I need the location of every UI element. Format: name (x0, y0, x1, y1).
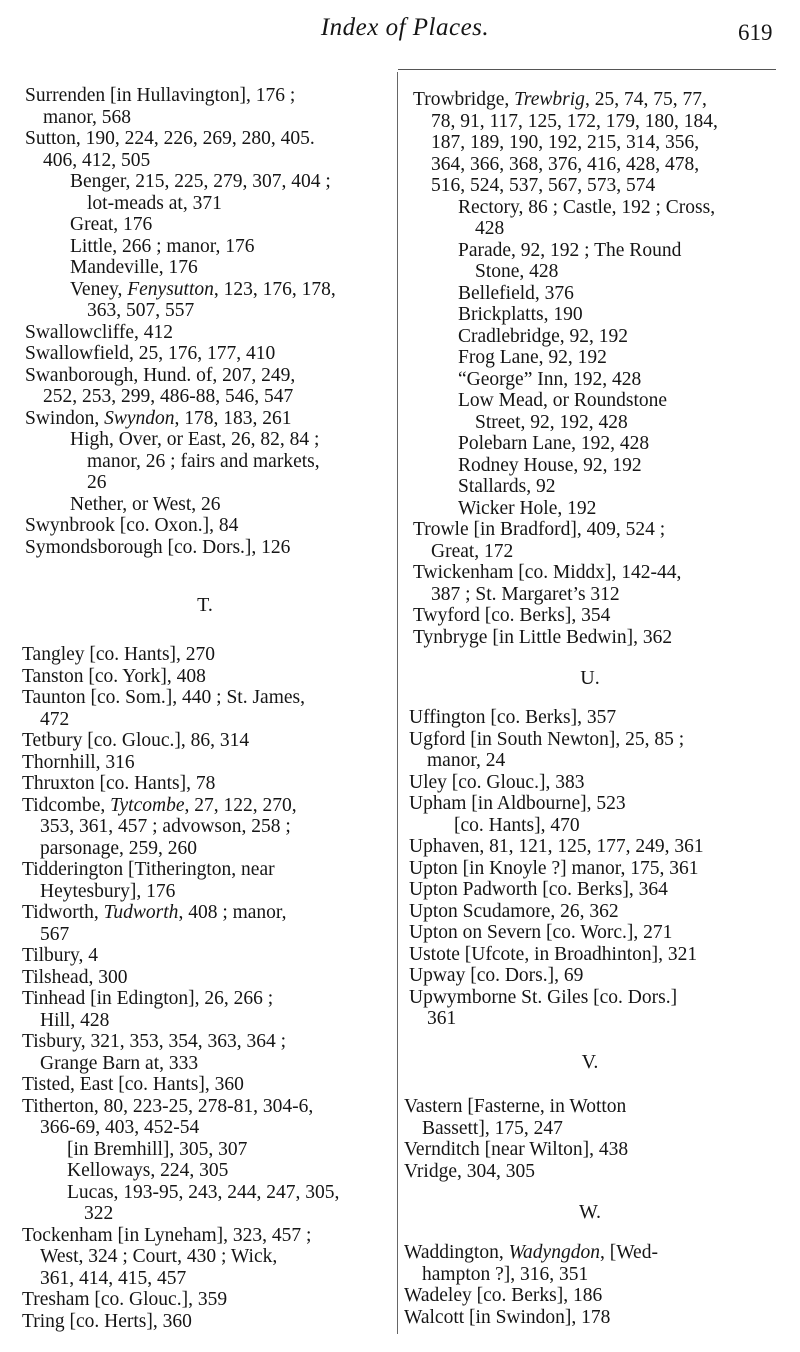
index-block-w (404, 1242, 769, 1328)
index-entry-continuation (22, 816, 387, 838)
entry-text: Vridge, 304, 305 (404, 1160, 535, 1182)
entry-text: Great, 176 (70, 214, 153, 235)
entry-text: Upway [co. Dors.], 69 (409, 965, 584, 986)
index-subentry (25, 279, 390, 301)
entry-text: Upham [in Aldbourne], 523 (409, 793, 626, 814)
entry-text: Tilbury, 4 (22, 945, 99, 966)
entry-text: Tisbury, 321, 353, 354, 363, 364 ; (22, 1031, 287, 1052)
index-entry-continuation (25, 451, 390, 473)
entry-text: Tidcombe, (22, 794, 111, 816)
entry-text: Uffington [co. Berks], 357 (409, 707, 617, 728)
index-entry-continuation (413, 261, 778, 283)
entry-text: Kelloways, 224, 305 (67, 1160, 229, 1181)
index-subentry (25, 236, 390, 258)
index-entry-continuation (22, 924, 387, 946)
entry-text: , 25, 74, 75, 77, (584, 89, 707, 110)
entry-text: Swindon, (25, 407, 105, 429)
index-entry (409, 729, 774, 751)
entry-text: 364, 366, 368, 376, 416, 428, 478, (431, 153, 700, 175)
index-entry (413, 89, 778, 111)
entry-text: 428 (475, 218, 505, 239)
index-subentry (25, 257, 390, 279)
entry-text: Stallards, 92 (458, 476, 556, 497)
index-entry (25, 85, 390, 107)
index-entry (25, 515, 390, 537)
index-entry-continuation (22, 1246, 387, 1268)
entry-text: manor, 568 (43, 106, 132, 128)
index-entry (22, 687, 387, 709)
index-entry-continuation (413, 584, 778, 606)
entry-text: 78, 91, 117, 125, 172, 179, 180, 184, (431, 110, 718, 132)
index-subentry (22, 1160, 387, 1182)
index-entry-continuation (25, 472, 390, 494)
entry-text: 252, 253, 299, 486-88, 546, 547 (43, 386, 294, 407)
entry-text: Trowle [in Bradford], 409, 524 ; (413, 519, 666, 540)
variant-spelling: Wadyngdon (508, 1242, 600, 1263)
index-entry-continuation (22, 881, 387, 903)
entry-text: , 123, 176, 178, (213, 278, 336, 300)
index-entry-continuation (25, 193, 390, 215)
index-entry (404, 1096, 769, 1118)
entry-text: Heytesbury], 176 (40, 880, 176, 902)
entry-text: Swallowcliffe, 412 (25, 321, 174, 343)
entry-text: Vastern [Fasterne, in Wotton (404, 1096, 627, 1117)
index-subentry (413, 283, 778, 305)
index-entry-continuation (413, 541, 778, 563)
entry-text: Tangley [co. Hants], 270 (22, 644, 216, 665)
entry-text: Bassett], 175, 247 (422, 1117, 563, 1139)
index-entry (413, 519, 778, 541)
entry-text: Twyford [co. Berks], 354 (413, 605, 611, 626)
entry-text: 361 (427, 1008, 457, 1029)
index-entry-continuation (409, 1008, 774, 1030)
index-entry (22, 1289, 387, 1311)
index-subentry (413, 390, 778, 412)
entry-text: Veney, (70, 278, 128, 300)
index-block-s (25, 85, 390, 558)
index-subentry (413, 347, 778, 369)
entry-text: Mandeville, 176 (70, 257, 198, 278)
entry-text: 472 (40, 708, 70, 730)
entry-text: 353, 361, 457 ; advowson, 258 ; (40, 816, 291, 837)
entry-text: Walcott [in Swindon], 178 (404, 1306, 611, 1328)
index-entry (409, 944, 774, 966)
index-entry-continuation (22, 1053, 387, 1075)
index-entry-continuation (413, 154, 778, 176)
index-entry-continuation (413, 175, 778, 197)
entry-text: Upton Scudamore, 26, 362 (409, 900, 619, 922)
entry-text: , [Wed- (599, 1242, 658, 1263)
index-entry (25, 537, 390, 559)
entry-text: 187, 189, 190, 192, 215, 314, 356, (431, 132, 700, 153)
index-entry (22, 666, 387, 688)
entry-text: [in Bremhill], 305, 307 (67, 1138, 248, 1160)
index-entry (22, 1096, 387, 1118)
index-entry (404, 1285, 769, 1307)
index-entry (404, 1307, 769, 1329)
entry-text: hampton ?], 316, 351 (422, 1263, 589, 1285)
entry-text: lot-meads at, 371 (87, 192, 222, 214)
column-divider (397, 72, 398, 1334)
entry-text: Surrenden [in Hullavington], 176 ; (25, 85, 296, 106)
index-entry (404, 1139, 769, 1161)
variant-spelling: Fenysutton (127, 278, 214, 300)
entry-text: Swynbrook [co. Oxon.], 84 (25, 515, 239, 536)
variant-spelling: Tytcombe (110, 794, 185, 816)
entry-text: Tidderington [Titherington, near (22, 859, 275, 880)
section-letter-t: T. (197, 594, 213, 616)
index-subentry (413, 304, 778, 326)
entry-text: West, 324 ; Court, 430 ; Wick, (40, 1246, 278, 1267)
section-letter-w: W. (578, 1201, 602, 1223)
index-entry-continuation (25, 107, 390, 129)
entry-text: Street, 92, 192, 428 (475, 411, 628, 433)
variant-spelling: Trewbrig (514, 89, 585, 110)
entry-text: Tockenham [in Lyneham], 323, 457 ; (22, 1224, 312, 1246)
index-entry-continuation (25, 300, 390, 322)
entry-text: 361, 414, 415, 457 (40, 1267, 187, 1289)
index-entry-continuation (25, 150, 390, 172)
entry-text: Frog Lane, 92, 192 (458, 347, 607, 368)
entry-text: 567 (40, 923, 70, 945)
index-subentry (413, 433, 778, 455)
entry-text: Uphaven, 81, 121, 125, 177, 249, 361 (409, 836, 704, 857)
index-entry (22, 795, 387, 817)
index-entry (22, 967, 387, 989)
entry-text: Taunton [co. Som.], 440 ; St. James, (22, 687, 305, 708)
entry-text: Stone, 428 (475, 261, 559, 282)
index-entry-continuation (404, 1118, 769, 1140)
index-entry (409, 707, 774, 729)
entry-text: Tisted, East [co. Hants], 360 (22, 1074, 244, 1095)
index-entry (409, 879, 774, 901)
entry-text: Swanborough, Hund. of, 207, 249, (25, 364, 296, 386)
entry-text: Lucas, 193-95, 243, 244, 247, 305, (67, 1181, 340, 1203)
entry-text: Tynbryge [in Little Bedwin], 362 (413, 626, 673, 648)
entry-text: “George” Inn, 192, 428 (458, 368, 642, 390)
entry-text: High, Over, or East, 26, 82, 84 ; (70, 429, 320, 450)
entry-text: Trowbridge, (413, 89, 515, 110)
entry-text: Twickenham [co. Middx], 142-44, (413, 562, 682, 583)
index-subentry (413, 498, 778, 520)
section-letter-v: V. (581, 1051, 599, 1073)
index-entry (409, 965, 774, 987)
entry-text: Tresham [co. Glouc.], 359 (22, 1289, 228, 1310)
index-entry (409, 987, 774, 1009)
index-entry-continuation (22, 1010, 387, 1032)
entry-text: Tetbury [co. Glouc.], 86, 314 (22, 730, 250, 751)
index-entry (25, 365, 390, 387)
index-subentry (25, 429, 390, 451)
index-subentry (22, 1182, 387, 1204)
index-entry-continuation (413, 111, 778, 133)
index-entry (22, 1074, 387, 1096)
index-entry (22, 1031, 387, 1053)
index-entry (22, 945, 387, 967)
entry-text: 363, 507, 557 (87, 300, 195, 321)
index-block-trowbridge (413, 89, 778, 648)
index-entry-continuation (22, 1268, 387, 1290)
index-entry (22, 1225, 387, 1247)
entry-text: parsonage, 259, 260 (40, 837, 198, 859)
entry-text: Nether, or West, 26 (70, 493, 221, 515)
entry-text: Tanston [co. York], 408 (22, 665, 206, 687)
entry-text: Sutton, 190, 224, 226, 269, 280, 405. (25, 128, 315, 149)
index-entry (409, 836, 774, 858)
entry-text: Symondsborough [co. Dors.], 126 (25, 536, 291, 558)
index-entry-continuation (413, 412, 778, 434)
index-subentry (413, 455, 778, 477)
page-number: 619 (738, 20, 773, 45)
index-entry-continuation (22, 838, 387, 860)
running-head-title: Index of Places. (320, 14, 490, 41)
entry-text: 322 (84, 1203, 114, 1224)
entry-text: Cradlebridge, 92, 192 (458, 325, 629, 347)
index-entry (22, 859, 387, 881)
entry-text: Parade, 92, 192 ; The Round (458, 239, 682, 261)
entry-text: Rodney House, 92, 192 (458, 454, 642, 476)
entry-text: Polebarn Lane, 192, 428 (458, 433, 650, 454)
entry-text: Low Mead, or Roundstone (458, 390, 668, 411)
index-entry-continuation (22, 709, 387, 731)
index-entry (413, 627, 778, 649)
header-rule (398, 69, 776, 70)
entry-text: Titherton, 80, 223-25, 278-81, 304-6, (22, 1095, 314, 1117)
entry-text: 26 (87, 472, 107, 493)
entry-text: 366-69, 403, 452-54 (40, 1117, 200, 1138)
entry-text: , 408 ; manor, (178, 902, 287, 923)
entry-text: Thornhill, 316 (22, 751, 135, 773)
index-entry (22, 902, 387, 924)
index-entry (409, 858, 774, 880)
index-entry-continuation (22, 1117, 387, 1139)
index-entry-continuation (25, 386, 390, 408)
index-entry (413, 562, 778, 584)
entry-text: Ugford [in South Newton], 25, 85 ; (409, 728, 685, 750)
index-entry (25, 408, 390, 430)
entry-text: Hill, 428 (40, 1009, 110, 1031)
variant-spelling: Tudworth (103, 902, 179, 923)
entry-text: Upton [in Knoyle ?] manor, 175, 361 (409, 857, 699, 879)
index-entry-continuation (409, 750, 774, 772)
entry-text: , 178, 183, 261 (174, 407, 292, 429)
entry-text: Bellefield, 376 (458, 282, 574, 304)
index-subentry (409, 815, 774, 837)
entry-text: Tidworth, (22, 902, 104, 923)
index-entry (22, 1311, 387, 1333)
entry-text: Swallowfield, 25, 176, 177, 410 (25, 343, 276, 364)
entry-text: Wadeley [co. Berks], 186 (404, 1285, 603, 1306)
index-subentry (413, 369, 778, 391)
entry-text: Thruxton [co. Hants], 78 (22, 773, 216, 794)
entry-text: Tilshead, 300 (22, 966, 128, 988)
entry-text: Brickplatts, 190 (458, 304, 583, 325)
entry-text: 406, 412, 505 (43, 149, 151, 171)
index-entry (25, 322, 390, 344)
index-entry (404, 1161, 769, 1183)
index-entry-continuation (413, 218, 778, 240)
index-entry (409, 922, 774, 944)
variant-spelling: Swyndon (104, 407, 175, 429)
index-entry (22, 773, 387, 795)
entry-text: Rectory, 86 ; Castle, 192 ; Cross, (458, 196, 716, 218)
index-subentry (25, 494, 390, 516)
entry-text: Waddington, (404, 1242, 509, 1263)
entry-text: Grange Barn at, 333 (40, 1052, 199, 1074)
index-subentry (413, 476, 778, 498)
entry-text: Upton on Severn [co. Worc.], 271 (409, 922, 673, 943)
entry-text: Uley [co. Glouc.], 383 (409, 771, 585, 793)
entry-text: Upwymborne St. Giles [co. Dors.] (409, 986, 678, 1008)
entry-text: Tinhead [in Edington], 26, 266 ; (22, 988, 274, 1009)
entry-text: 516, 524, 537, 567, 573, 574 (431, 175, 656, 196)
index-block-u (409, 707, 774, 1030)
index-entry (22, 730, 387, 752)
index-entry (409, 772, 774, 794)
entry-text: manor, 26 ; fairs and markets, (87, 450, 320, 472)
index-entry-continuation (413, 132, 778, 154)
entry-text: Benger, 215, 225, 279, 307, 404 ; (70, 171, 331, 192)
index-entry (25, 343, 390, 365)
index-entry (409, 793, 774, 815)
section-letter-u: U. (580, 667, 600, 689)
index-entry-continuation (404, 1264, 769, 1286)
index-entry (22, 752, 387, 774)
index-subentry (413, 197, 778, 219)
index-subentry (413, 326, 778, 348)
entry-text: 387 ; St. Margaret’s 312 (431, 583, 620, 605)
entry-text: Tring [co. Herts], 360 (22, 1310, 192, 1332)
index-subentry (413, 240, 778, 262)
index-block-v (404, 1096, 769, 1182)
entry-text: Great, 172 (431, 540, 514, 562)
entry-text: Wicker Hole, 192 (458, 497, 597, 519)
entry-text: [co. Hants], 470 (454, 814, 580, 836)
index-entry (22, 644, 387, 666)
index-subentry (22, 1139, 387, 1161)
index-entry (409, 901, 774, 923)
entry-text: Vernditch [near Wilton], 438 (404, 1139, 629, 1160)
index-entry (404, 1242, 769, 1264)
entry-text: Ustote [Ufcote, in Broadhinton], 321 (409, 943, 698, 965)
index-entry (413, 605, 778, 627)
entry-text: Little, 266 ; manor, 176 (70, 235, 255, 257)
index-subentry (25, 214, 390, 236)
index-entry (25, 128, 390, 150)
index-subentry (25, 171, 390, 193)
entry-text: manor, 24 (427, 750, 506, 771)
index-entry-continuation (22, 1203, 387, 1225)
entry-text: , 27, 122, 270, (184, 794, 297, 816)
entry-text: Upton Padworth [co. Berks], 364 (409, 879, 668, 900)
index-entry (22, 988, 387, 1010)
index-block-t-left (22, 644, 387, 1332)
